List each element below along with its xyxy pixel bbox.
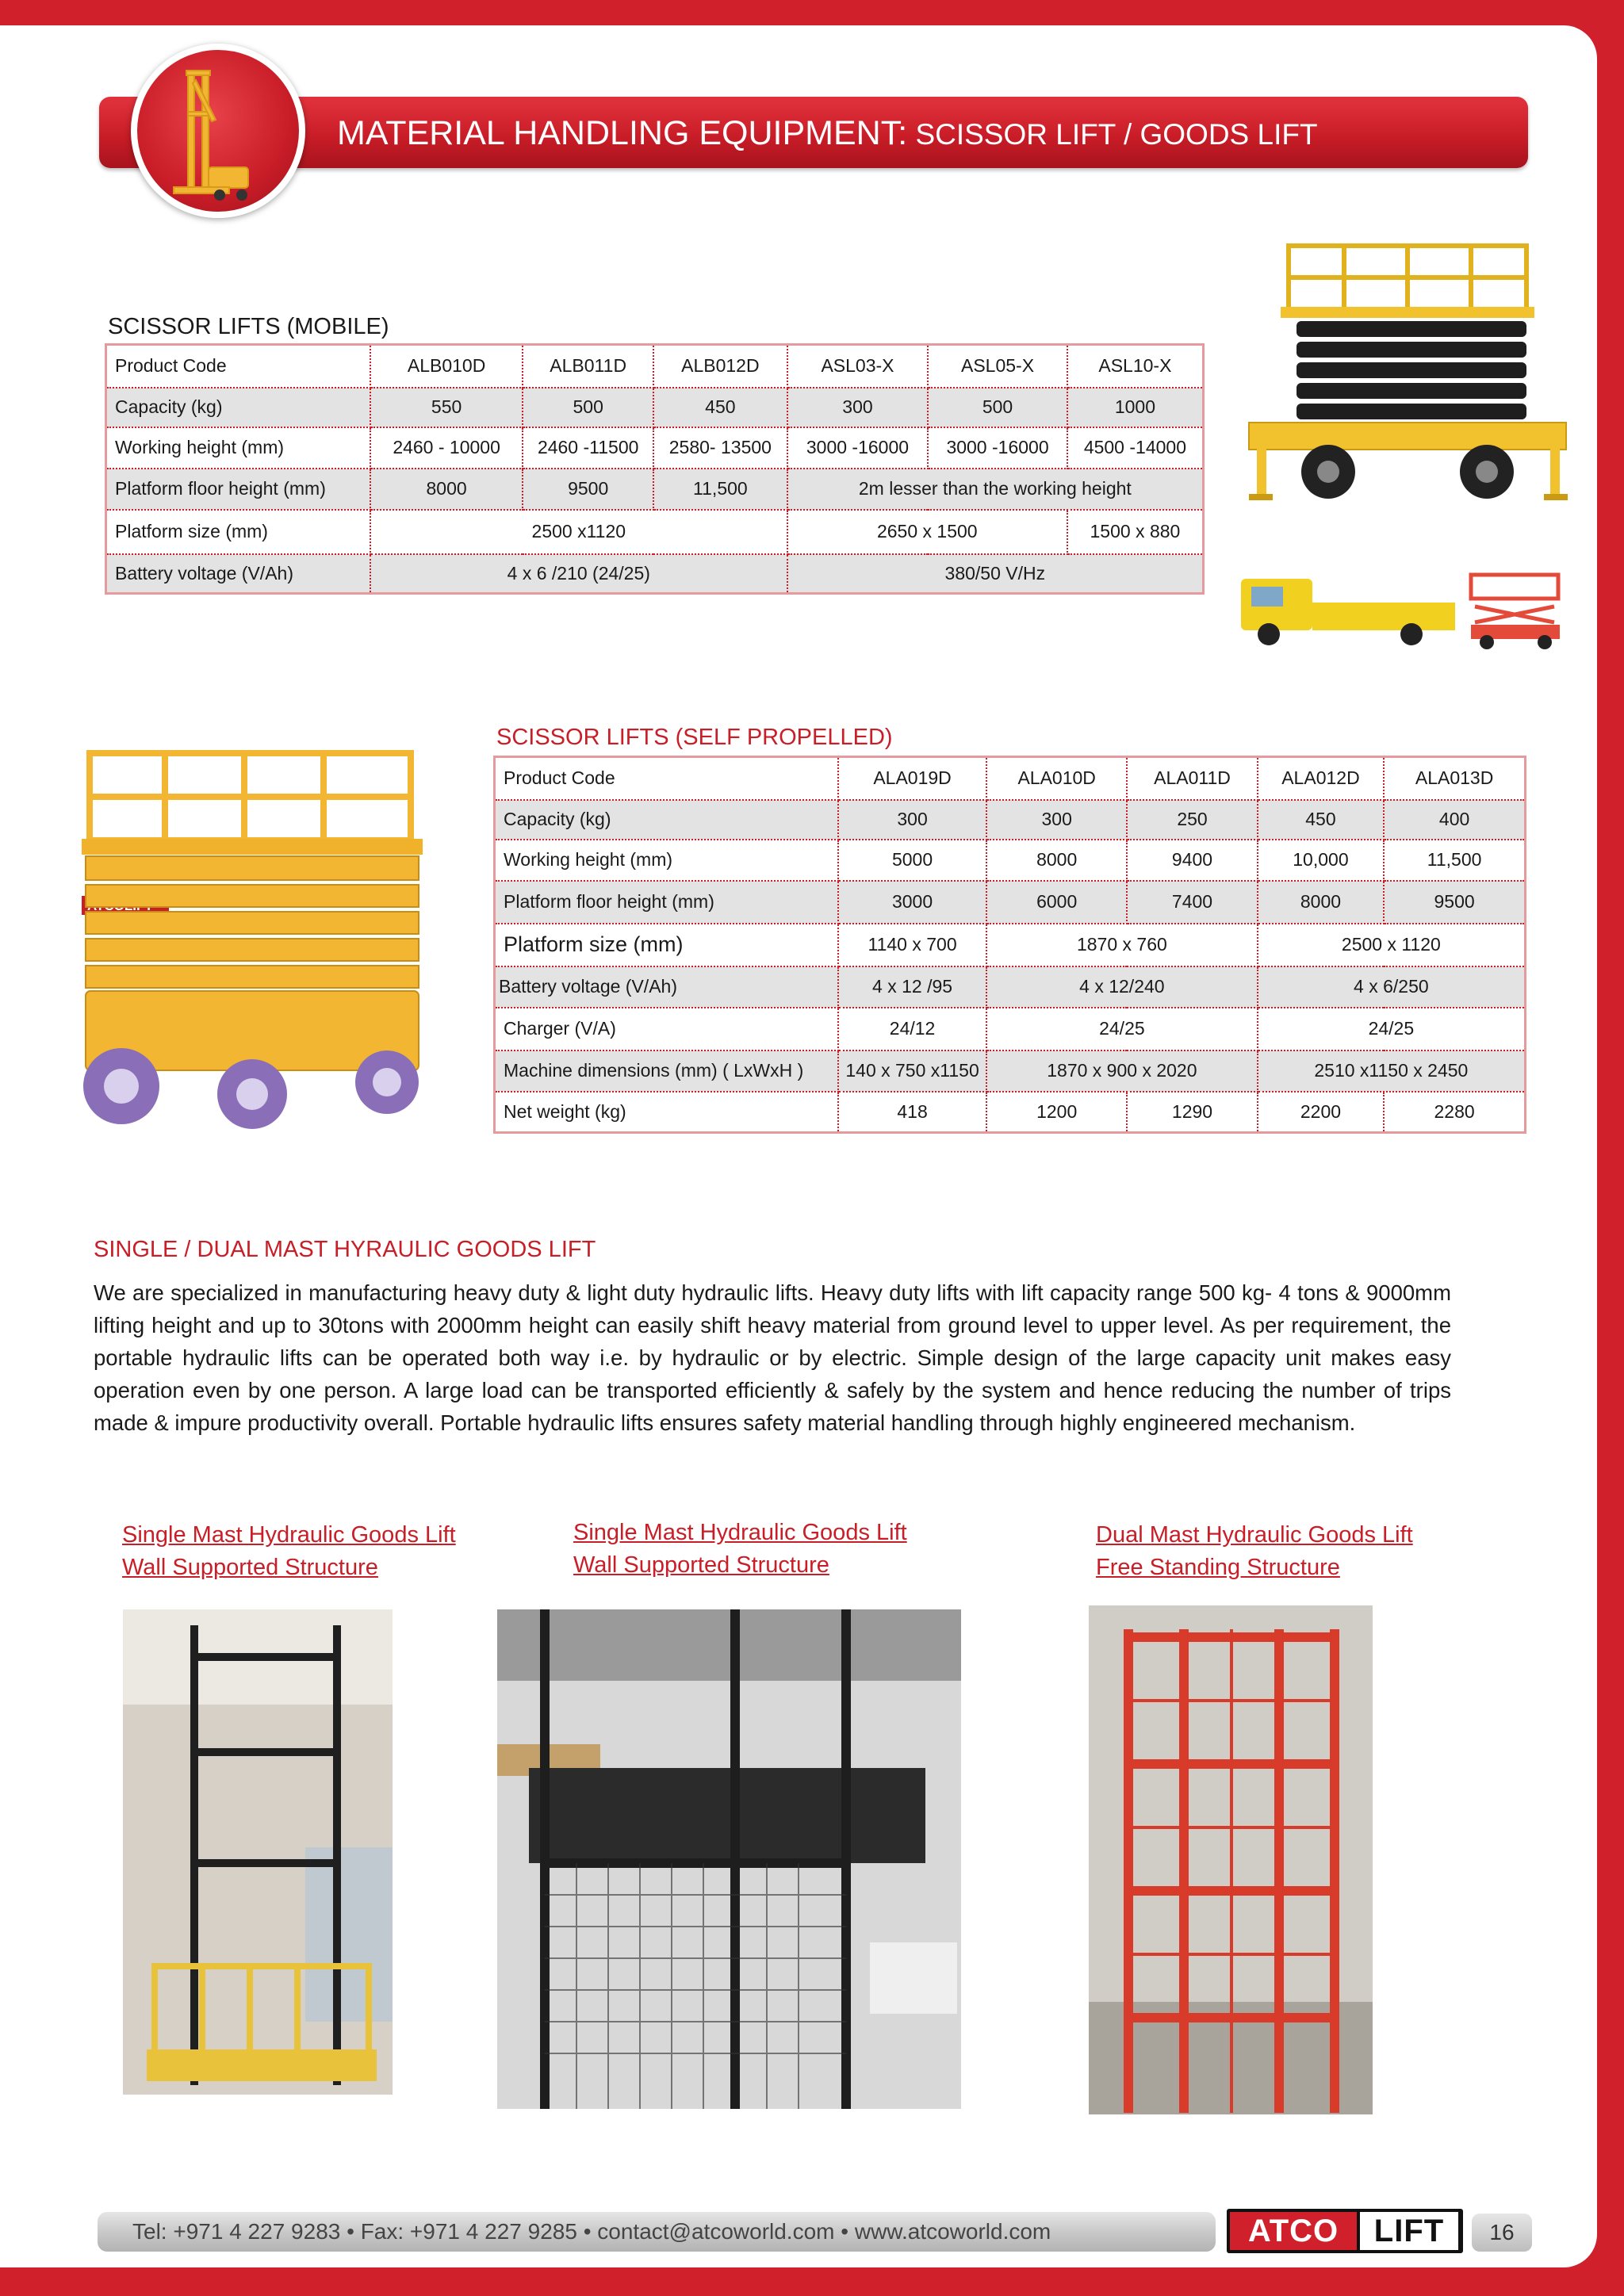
table-cell: Platform floor height (mm) bbox=[495, 881, 839, 924]
caption-line-2: Wall Supported Structure bbox=[573, 1552, 829, 1578]
page-title-sub: SCISSOR LIFT / GOODS LIFT bbox=[907, 118, 1318, 151]
table-cell: 4 x 6 /210 (24/25) bbox=[370, 554, 787, 594]
table-cell: ALA013D bbox=[1384, 757, 1525, 800]
table-row bbox=[495, 881, 1526, 924]
table-cell: Net weight (kg) bbox=[495, 1092, 839, 1133]
table-cell: Platform size (mm) bbox=[106, 510, 370, 554]
mobile-section-title: SCISSOR LIFTS (MOBILE) bbox=[108, 314, 389, 339]
table-row bbox=[495, 1092, 1526, 1133]
single-mast-lift-photo-1 bbox=[123, 1609, 393, 2095]
table-cell: 418 bbox=[838, 1092, 986, 1133]
table-cell: Capacity (kg) bbox=[495, 800, 839, 840]
table-cell: 9500 bbox=[1384, 881, 1525, 924]
table-cell: 2510 x1150 x 2450 bbox=[1258, 1050, 1526, 1092]
table-cell: 550 bbox=[370, 388, 523, 427]
table-cell: 24/12 bbox=[838, 1008, 986, 1050]
table-cell: 2m lesser than the working height bbox=[787, 469, 1204, 510]
caption-line-2: Free Standing Structure bbox=[1096, 1555, 1340, 1580]
table-cell: 3000 bbox=[838, 881, 986, 924]
caption-line-1: Dual Mast Hydraulic Goods Lift bbox=[1096, 1522, 1413, 1548]
table-row bbox=[495, 1050, 1526, 1092]
goods-lift-description: We are specialized in manufacturing heavy duty & light duty hydraulic lifts. Heavy duty lifts with lift capacity range 500 kg- 4 tons & 9000mm lifting height and up to 30tons with 2000mm height can easily shift heavy material from ground level to upper level. As per requirement, the portable hydraulic lifts can be operated both way i.e. by hydraulic or by electric. Simple design of the large capacity unit makes easy operation even by one person. A large load can be transported efficiently & safely by the system and hence reducing the number of trips made & impure productivity overall. Portable hydraulic lifts ensures safety material handling through highly engineered mechanism. bbox=[94, 1280, 1451, 1435]
table-row bbox=[106, 554, 1204, 594]
table-cell: 140 x 750 x1150 bbox=[838, 1050, 986, 1092]
goods-lift-section-title: SINGLE / DUAL MAST HYRAULIC GOODS LIFT bbox=[94, 1237, 596, 1262]
table-row bbox=[495, 924, 1526, 966]
caption-line-1: Single Mast Hydraulic Goods Lift bbox=[573, 1520, 907, 1545]
table-cell: 1000 bbox=[1067, 388, 1204, 427]
table-cell: ALA011D bbox=[1127, 757, 1257, 800]
table-cell: 400 bbox=[1384, 800, 1525, 840]
table-cell: 2500 x 1120 bbox=[1258, 924, 1526, 966]
table-cell: 2460 -11500 bbox=[523, 427, 653, 469]
table-cell: 8000 bbox=[370, 469, 523, 510]
table-cell: 24/25 bbox=[986, 1008, 1258, 1050]
table-row bbox=[106, 388, 1204, 427]
table-cell: 450 bbox=[1258, 800, 1384, 840]
table-cell: ALB011D bbox=[523, 345, 653, 388]
table-row bbox=[106, 345, 1204, 388]
page-title-main: MATERIAL HANDLING EQUIPMENT: bbox=[337, 114, 908, 152]
table-cell: ALA019D bbox=[838, 757, 986, 800]
table-row bbox=[495, 1008, 1526, 1050]
table-cell: 7400 bbox=[1127, 881, 1257, 924]
table-row bbox=[495, 757, 1526, 800]
table-cell: Battery voltage (V/Ah) bbox=[106, 554, 370, 594]
table-cell: Product Code bbox=[495, 757, 839, 800]
table-cell: Working height (mm) bbox=[495, 840, 839, 881]
footer-contact: Tel: +971 4 227 9283 • Fax: +971 4 227 9285 • contact@atcoworld.com • www.atcoworld.com bbox=[132, 2219, 1051, 2244]
table-cell: 1500 x 880 bbox=[1067, 510, 1204, 554]
mobile-spec-table bbox=[105, 343, 1205, 595]
table-cell: 8000 bbox=[986, 840, 1127, 881]
table-cell: ASL05-X bbox=[928, 345, 1067, 388]
table-cell: 250 bbox=[1127, 800, 1257, 840]
table-row bbox=[495, 966, 1526, 1008]
table-row bbox=[106, 427, 1204, 469]
page-title bbox=[337, 109, 1318, 157]
table-cell: 6000 bbox=[986, 881, 1127, 924]
selfprop-section-title: SCISSOR LIFTS (SELF PROPELLED) bbox=[496, 725, 893, 750]
table-cell: 380/50 V/Hz bbox=[787, 554, 1204, 594]
table-cell: ALB012D bbox=[653, 345, 787, 388]
table-cell: ASL03-X bbox=[787, 345, 929, 388]
table-cell: 11,500 bbox=[1384, 840, 1525, 881]
table-cell: 2460 - 10000 bbox=[370, 427, 523, 469]
table-row bbox=[106, 510, 1204, 554]
table-cell: ASL10-X bbox=[1067, 345, 1204, 388]
table-cell: 9400 bbox=[1127, 840, 1257, 881]
logo-lift: LIFT bbox=[1360, 2212, 1458, 2250]
table-cell: 4 x 12 /95 bbox=[838, 966, 986, 1008]
caption-line-1: Single Mast Hydraulic Goods Lift bbox=[122, 1522, 456, 1548]
single-mast-lift-photo-2 bbox=[497, 1609, 961, 2109]
table-cell: 24/25 bbox=[1258, 1008, 1526, 1050]
table-cell: Platform floor height (mm) bbox=[106, 469, 370, 510]
table-row bbox=[106, 469, 1204, 510]
table-cell: 300 bbox=[787, 388, 929, 427]
mobile-scissor-lift-photo bbox=[1233, 234, 1580, 551]
atcolift-logo bbox=[1227, 2209, 1463, 2253]
table-cell: 3000 -16000 bbox=[928, 427, 1067, 469]
table-cell: 1140 x 700 bbox=[838, 924, 986, 966]
truck-and-scissor-lift-photo bbox=[1237, 563, 1566, 654]
table-cell: 450 bbox=[653, 388, 787, 427]
table-cell: ALA012D bbox=[1258, 757, 1384, 800]
table-cell: 2280 bbox=[1384, 1092, 1525, 1133]
selfprop-scissor-lift-photo bbox=[70, 737, 435, 1138]
table-cell: 8000 bbox=[1258, 881, 1384, 924]
selfprop-spec-table bbox=[493, 756, 1526, 1134]
table-cell: Product Code bbox=[106, 345, 370, 388]
caption-single-mast-2 bbox=[573, 1517, 907, 1582]
table-cell: 2650 x 1500 bbox=[787, 510, 1067, 554]
table-cell: 1200 bbox=[986, 1092, 1127, 1133]
pallet-stacker-icon bbox=[164, 64, 275, 207]
table-cell: 11,500 bbox=[653, 469, 787, 510]
table-cell: ALB010D bbox=[370, 345, 523, 388]
table-cell: 1870 x 900 x 2020 bbox=[986, 1050, 1258, 1092]
dual-mast-lift-photo bbox=[1089, 1605, 1373, 2114]
table-cell: Platform size (mm) bbox=[495, 924, 839, 966]
table-cell: Working height (mm) bbox=[106, 427, 370, 469]
header-logo bbox=[131, 44, 305, 218]
table-cell: 2200 bbox=[1258, 1092, 1384, 1133]
table-cell: 2500 x1120 bbox=[370, 510, 787, 554]
table-cell: 300 bbox=[986, 800, 1127, 840]
caption-line-2: Wall Supported Structure bbox=[122, 1555, 378, 1580]
table-cell: ALA010D bbox=[986, 757, 1127, 800]
table-cell: 1870 x 760 bbox=[986, 924, 1258, 966]
table-cell: 5000 bbox=[838, 840, 986, 881]
page-number: 16 bbox=[1472, 2214, 1532, 2252]
table-cell: 3000 -16000 bbox=[787, 427, 929, 469]
table-row bbox=[495, 800, 1526, 840]
table-cell: 4500 -14000 bbox=[1067, 427, 1204, 469]
table-cell: Charger (V/A) bbox=[495, 1008, 839, 1050]
table-cell: 9500 bbox=[523, 469, 653, 510]
logo-atco: ATCO bbox=[1230, 2212, 1357, 2250]
table-cell: 1290 bbox=[1127, 1092, 1257, 1133]
table-cell: Capacity (kg) bbox=[106, 388, 370, 427]
table-cell: Machine dimensions (mm) ( LxWxH ) bbox=[495, 1050, 839, 1092]
table-cell: 500 bbox=[523, 388, 653, 427]
caption-single-mast-1 bbox=[122, 1519, 456, 1584]
table-row bbox=[495, 840, 1526, 881]
table-cell: 4 x 6/250 bbox=[1258, 966, 1526, 1008]
caption-dual-mast bbox=[1096, 1519, 1413, 1584]
table-cell: Battery voltage (V/Ah) bbox=[495, 966, 839, 1008]
table-cell: 4 x 12/240 bbox=[986, 966, 1258, 1008]
table-cell: 300 bbox=[838, 800, 986, 840]
table-cell: 2580- 13500 bbox=[653, 427, 787, 469]
table-cell: 500 bbox=[928, 388, 1067, 427]
table-cell: 10,000 bbox=[1258, 840, 1384, 881]
